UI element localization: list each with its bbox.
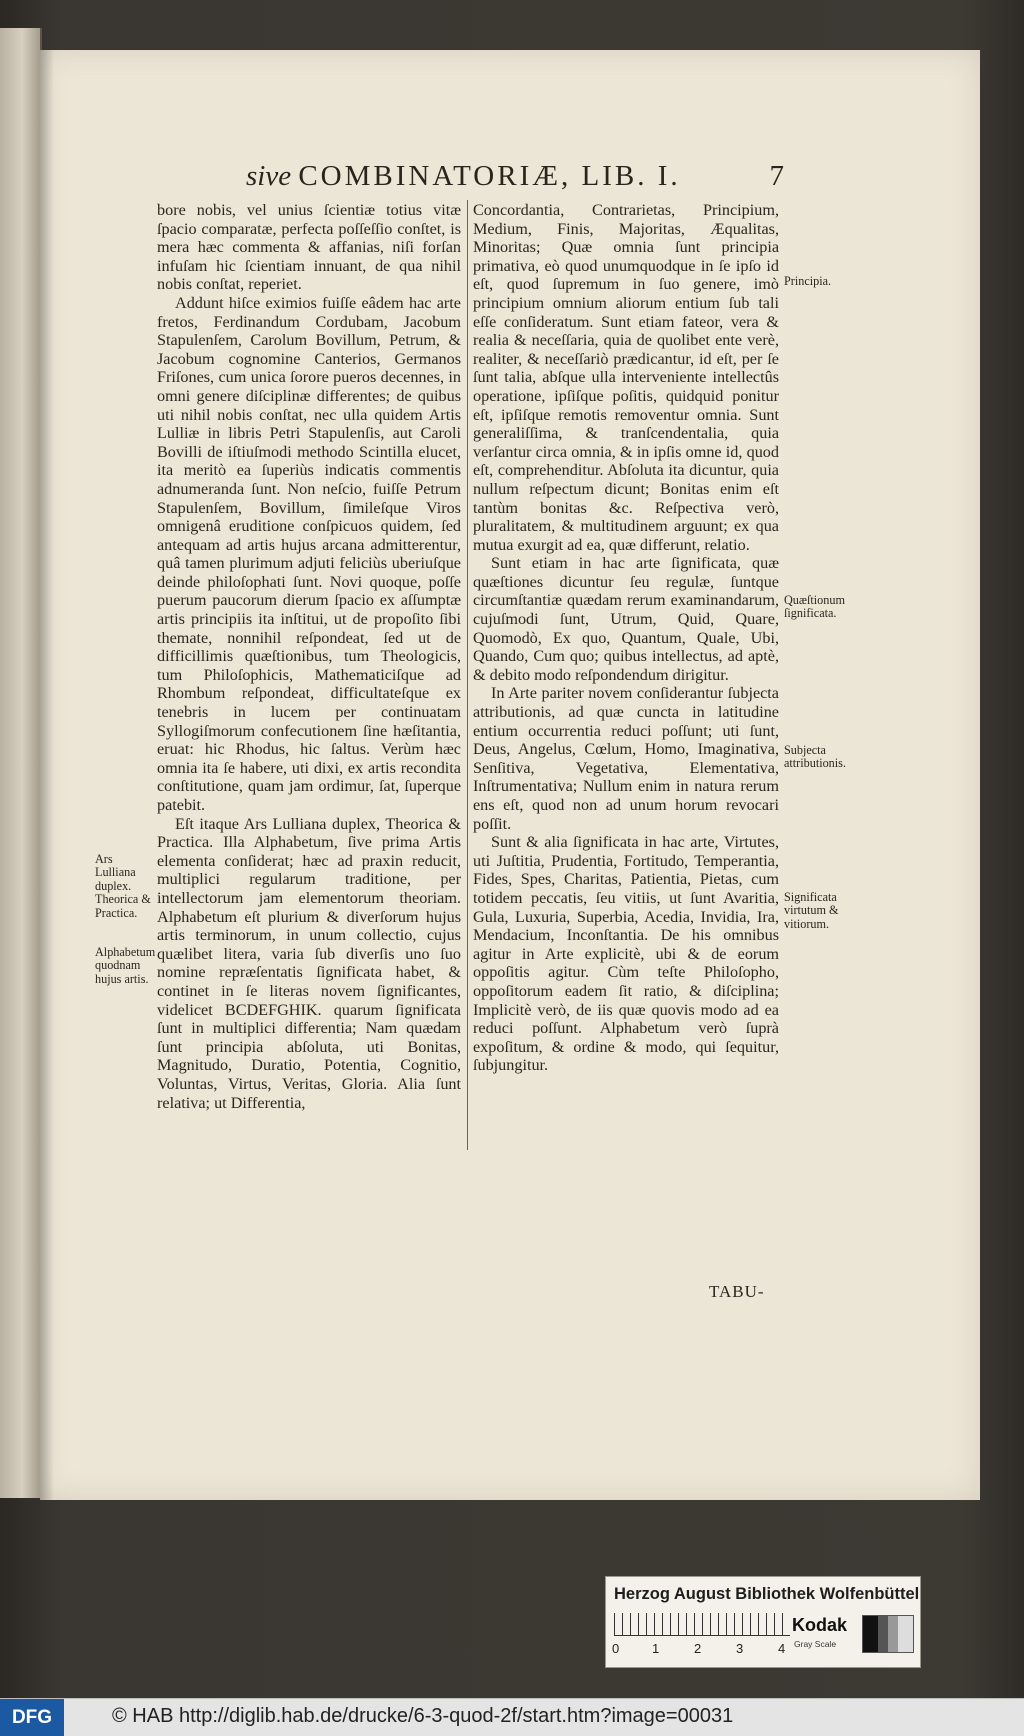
- paragraph: Eſt itaque Ars Lulliana duplex, Theorica & Practica. Illa Alphabetum, ſive prima Artis elementa conſiderat; hæc ad praxin reducit, multiplici regularum traditione, per intellectorum jam elementorum theoriam. Alphabetum eſt plurium & diverſorum hujus artis terminorum, in unum collectio, cujus quælibet litera, varia ſub diverſis uno ſuo nomine repræſentatis ſignificata habet, & continet in ſe literas novem ſignificantes, videlicet BCDEFGHIK. quarum ſignificata ſunt in multiplici differentia; Nam quædam ſunt principia abſoluta, uti Bonitas, Magnitudo, Duratio, Potentia, Cognitio, Voluntas, Virtus, Veritas, Gloria. Alia ſunt relativa; ut Differentia,: [157, 814, 461, 1112]
- facing-page-edge: [0, 28, 42, 1498]
- paragraph: In Arte pariter novem conſiderantur ſubjecta attributionis, ad quæ cuncta in latitudine entium occurrentia reduci poſſunt; uti ſunt, Deus, Angelus, Cœlum, Homo, Imaginativa, Senſitiva, Vegetativa, Elementativa, Inſtrumentativa; Nullum enim in natura rerum ens eſt, quod non ad unum horum revocari poſſit.: [473, 684, 779, 833]
- paragraph: bore nobis, vel unius ſcientiæ totius vitæ ſpacio comparatæ, perfecta poſſeſſio conſtet, is mera hæc commenta & affanias, niſi forſan infuſam hic ſcientiam innuant, de qua nihil nobis conſtat, reperiet.: [157, 201, 461, 294]
- paragraph: Addunt hiſce eximios fuiſſe eâdem hac arte fretos, Ferdinandum Cordubam, Jacobum Stapulenſem, Carolum Bovillum, Petrum, & Jacobum cognomine Canterios, Germanos Friſones, cum unica ſorore pueros decennes, in omni genere diſciplinæ differentes; de quibus uti nihil nobis conſtat, nec ulla quidem Artis Lulliæ in libris Petri Stapulenſis, aut Caroli Bovilli de iſtiuſmodi methodo Scintilla elucet, ita meritò ea ſuperiùs indicatis commentis adnumeranda ſunt. Non neſcio, fuiſſe Petrum Stapulenſem, Bovillum, ſimileſque Viros omnigenâ eruditione conſpicuos quidem, ſed antequam ad artis hujus arcana admitterentur, quâ tamen plurimum adjuti feliciùs uberiuſque deinde philoſophati ſunt. Novi quoque, poſſe puerum paucorum dierum ſpacio ex aſſumptæ artis principiis ita inſtitui, ut de propoſito ſibi themate, nonnihil reſpondeat, ſed ut de difficillimis quæſtionibus, tum Theologicis, tum Philoſophicis, Mathematiciſque ad Rhombum reſpondeat, difficultateſque ex tenebris in lucem per continuatam Syllogiſmorum confecutionem ſine hæſitantia, eruat: hic Rhodus, hic ſaltus. Verùm hæc omnia ita ſe habere, uti dixi, ex artis recondita conſtitutione, quam jam ordimur, ſat, ſuperque patebit.: [157, 293, 461, 814]
- right-column: [473, 201, 779, 1075]
- tick-label: 1: [652, 1641, 660, 1656]
- gray-swatch: [862, 1615, 914, 1653]
- column-rule: [467, 200, 468, 1150]
- margin-note-quaestionum: Quæſtionum ſignificata.: [784, 593, 845, 621]
- credit-link[interactable]: © HAB http://diglib.hab.de/drucke/6-3-quod-2f/start.htm?image=00031: [112, 1705, 734, 1727]
- margin-note-principia: Principia.: [784, 274, 832, 288]
- gray-scale-label: Gray Scale: [794, 1639, 837, 1649]
- margin-note-subjecta: Subjecta attributionis.: [784, 743, 846, 771]
- margin-note-alphabetum: Alphabetum quodnam hujus artis.: [95, 945, 156, 986]
- tick-label: 0: [612, 1641, 620, 1656]
- margin-note-significata: Significata virtutum & vitiorum.: [784, 890, 839, 931]
- page-number: 7: [769, 160, 784, 192]
- kodak-logo: Kodak: [792, 1615, 848, 1635]
- paragraph: Concordantia, Contrarietas, Principium, Medium, Finis, Majoritas, Æqualitas, Minoritas; Quæ omnia ſunt principia primativa, eò quod unumquodque in ſe ipſo id eſt, quod ſupremum in ſuo genere, imò principium omnium aliorum entium ſub tali eſſe conſideratum. Sunt etiam fateor, vera & realia & neceſſaria, quia de quolibet ente verè, realiter, & neceſſariò prædicantur, id eſt, per ſe ſunt talia, abſque ulla interveniente intellectûs operatione, ipſiſque poſitis, quidquid ponitur eſt, ipſiſque remotis removentur omnia. Sunt generaliſſima, & tranſcendentalia, quia verſantur circa omnia, & in ipſis omne id, quod eſt, comprehenditur. Abſoluta ita dicuntur, quia nullum reſpectum dicunt; Bonitas enim eſt tantùm bonitas &c. Reſpectiva verò, pluralitatem, & multitudinem arguunt; ex qua mutua exurgit ad ea, quæ differunt, relatio.: [473, 201, 779, 554]
- scale-ruler: [614, 1613, 790, 1636]
- tick-label: 3: [736, 1641, 744, 1656]
- left-column: [157, 201, 461, 1112]
- dfg-logo: DFG: [0, 1699, 64, 1736]
- color-reference-card: [605, 1576, 921, 1668]
- running-head-title: COMBINATORIÆ, LIB. I.: [298, 160, 681, 192]
- catchword: TABU-: [709, 1282, 765, 1301]
- running-head: [246, 160, 786, 194]
- page-gutter-shadow: [40, 50, 54, 1500]
- tick-label: 2: [694, 1641, 702, 1656]
- running-head-sive: sive: [246, 160, 292, 192]
- paragraph: Sunt etiam in hac arte ſignificata, quæ quæſtiones dicuntur ſeu regulæ, ſuntque circumſtantiæ quædam rerum examinandarum, cujuſmodi ſunt, Utrum, Quid, Quare, Quomodò, Ex quo, Quantum, Quale, Ubi, Quando, Cum quo; quibus intellectus, ad aptè, & debito modo reſpondendum dirigitur.: [473, 554, 779, 684]
- footer-bar: [0, 1698, 1024, 1736]
- library-name: Herzog August Bibliothek Wolfenbüttel: [614, 1585, 920, 1603]
- margin-note-ars-lulliana: Ars Lulliana duplex. Theorica & Practica.: [95, 852, 151, 920]
- tick-label: 4: [778, 1641, 786, 1656]
- paragraph: Sunt & alia ſignificata in hac arte, Virtutes, uti Juſtitia, Prudentia, Fortitudo, Temperantia, Fides, Spes, Charitas, Patientia, Pietas, cum totidem peccatis, ſeu vitiis, ut ſunt Avaritia, Gula, Luxuria, Superbia, Acedia, Invidia, Ira, Mendacium, Inconſtantia. De his omnibus agitur in Arte explicitè, ubi & de eorum oppoſitis agitur. Cùm teſte Philoſopho, oppoſitorum eadem ſit ratio, & diſciplina; Implicitè verò, de iis quæ quovis modo ad ea reduci poſſunt. Alphabetum verò ſuprà expoſitum, & ordine & modo, qui ſequitur, ſubjungitur.: [473, 833, 779, 1075]
